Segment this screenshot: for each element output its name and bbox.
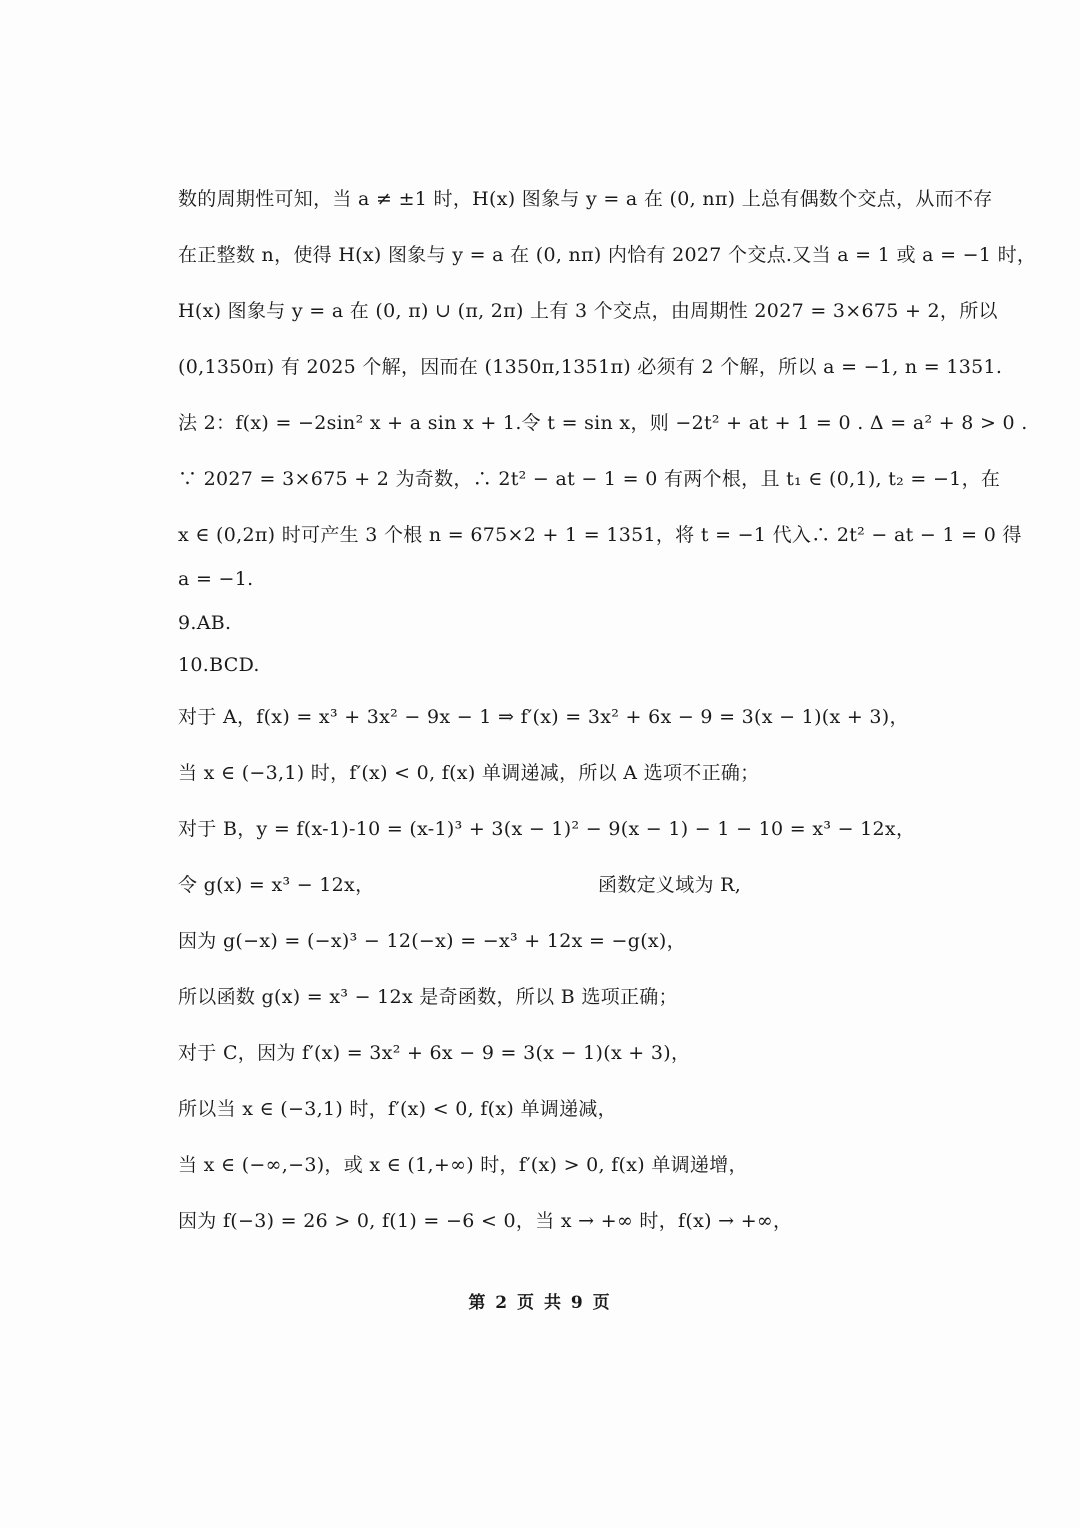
text-line-13: 对于 B，y = f(x-1)-10 = (x-1)³ + 3(x − 1)² − 9(x − 1) − 1 − 10 = x³ − 12x， (178, 818, 916, 840)
text-line-1: 数的周期性可知，当 a ≠ ±1 时，H(x) 图象与 y = a 在 (0, nπ) 上总有偶数个交点，从而不存 (178, 188, 993, 210)
text-line-8: a = −1. (178, 568, 254, 590)
text-line-15: 因为 g(−x) = (−x)³ − 12(−x) = −x³ + 12x = −g(x)， (178, 930, 686, 952)
text-line-7: x ∈ (0,2π) 时可产生 3 个根 n = 675×2 + 1 = 1351，将 t = −1 代入∴ 2t² − at − 1 = 0 得 (178, 524, 1022, 546)
text-line-17: 对于 C，因为 f′(x) = 3x² + 6x − 9 = 3(x − 1)(x + 3)， (178, 1042, 691, 1064)
text-line-20: 因为 f(−3) = 26 > 0, f(1) = −6 < 0，当 x → +∞ 时，f(x) → +∞， (178, 1210, 793, 1232)
text-line-14: 令 g(x) = x³ − 12x， (178, 874, 375, 896)
domain-note: 函数定义域为 R, (598, 874, 742, 896)
answer-9: 9.AB. (178, 612, 232, 634)
text-line-18: 所以当 x ∈ (−3,1) 时，f′(x) < 0, f(x) 单调递减， (178, 1098, 617, 1120)
text-line-11: 对于 A，f(x) = x³ + 3x² − 9x − 1 ⇒ f′(x) = 3x² + 6x − 9 = 3(x − 1)(x + 3)， (178, 706, 909, 728)
page-footer: 第 2 页 共 9 页 (468, 1293, 612, 1313)
text-line-2: 在正整数 n，使得 H(x) 图象与 y = a 在 (0, nπ) 内恰有 2027 个交点.又当 a = 1 或 a = −1 时， (178, 244, 1037, 266)
text-line-12: 当 x ∈ (−3,1) 时，f′(x) < 0, f(x) 单调递减，所以 A 选项不正确； (178, 762, 760, 784)
text-line-3: H(x) 图象与 y = a 在 (0, π) ∪ (π, 2π) 上有 3 个交点，由周期性 2027 = 3×675 + 2，所以 (178, 300, 998, 322)
text-line-6: ∵ 2027 = 3×675 + 2 为奇数，∴ 2t² − at − 1 = 0 有两个根，且 t₁ ∈ (0,1), t₂ = −1，在 (178, 468, 1001, 490)
text-line-16: 所以函数 g(x) = x³ − 12x 是奇函数，所以 B 选项正确； (178, 986, 678, 1008)
text-line-4: (0,1350π) 有 2025 个解，因而在 (1350π,1351π) 必须有 2 个解，所以 a = −1, n = 1351. (178, 356, 1003, 378)
answer-10: 10.BCD. (178, 654, 260, 676)
text-line-5: 法 2：f(x) = −2sin² x + a sin x + 1.令 t = sin x，则 −2t² + at + 1 = 0 . Δ = a² + 8 > 0 . (178, 412, 1028, 434)
text-line-19: 当 x ∈ (−∞,−3)，或 x ∈ (1,+∞) 时，f′(x) > 0, f(x) 单调递增， (178, 1154, 748, 1176)
